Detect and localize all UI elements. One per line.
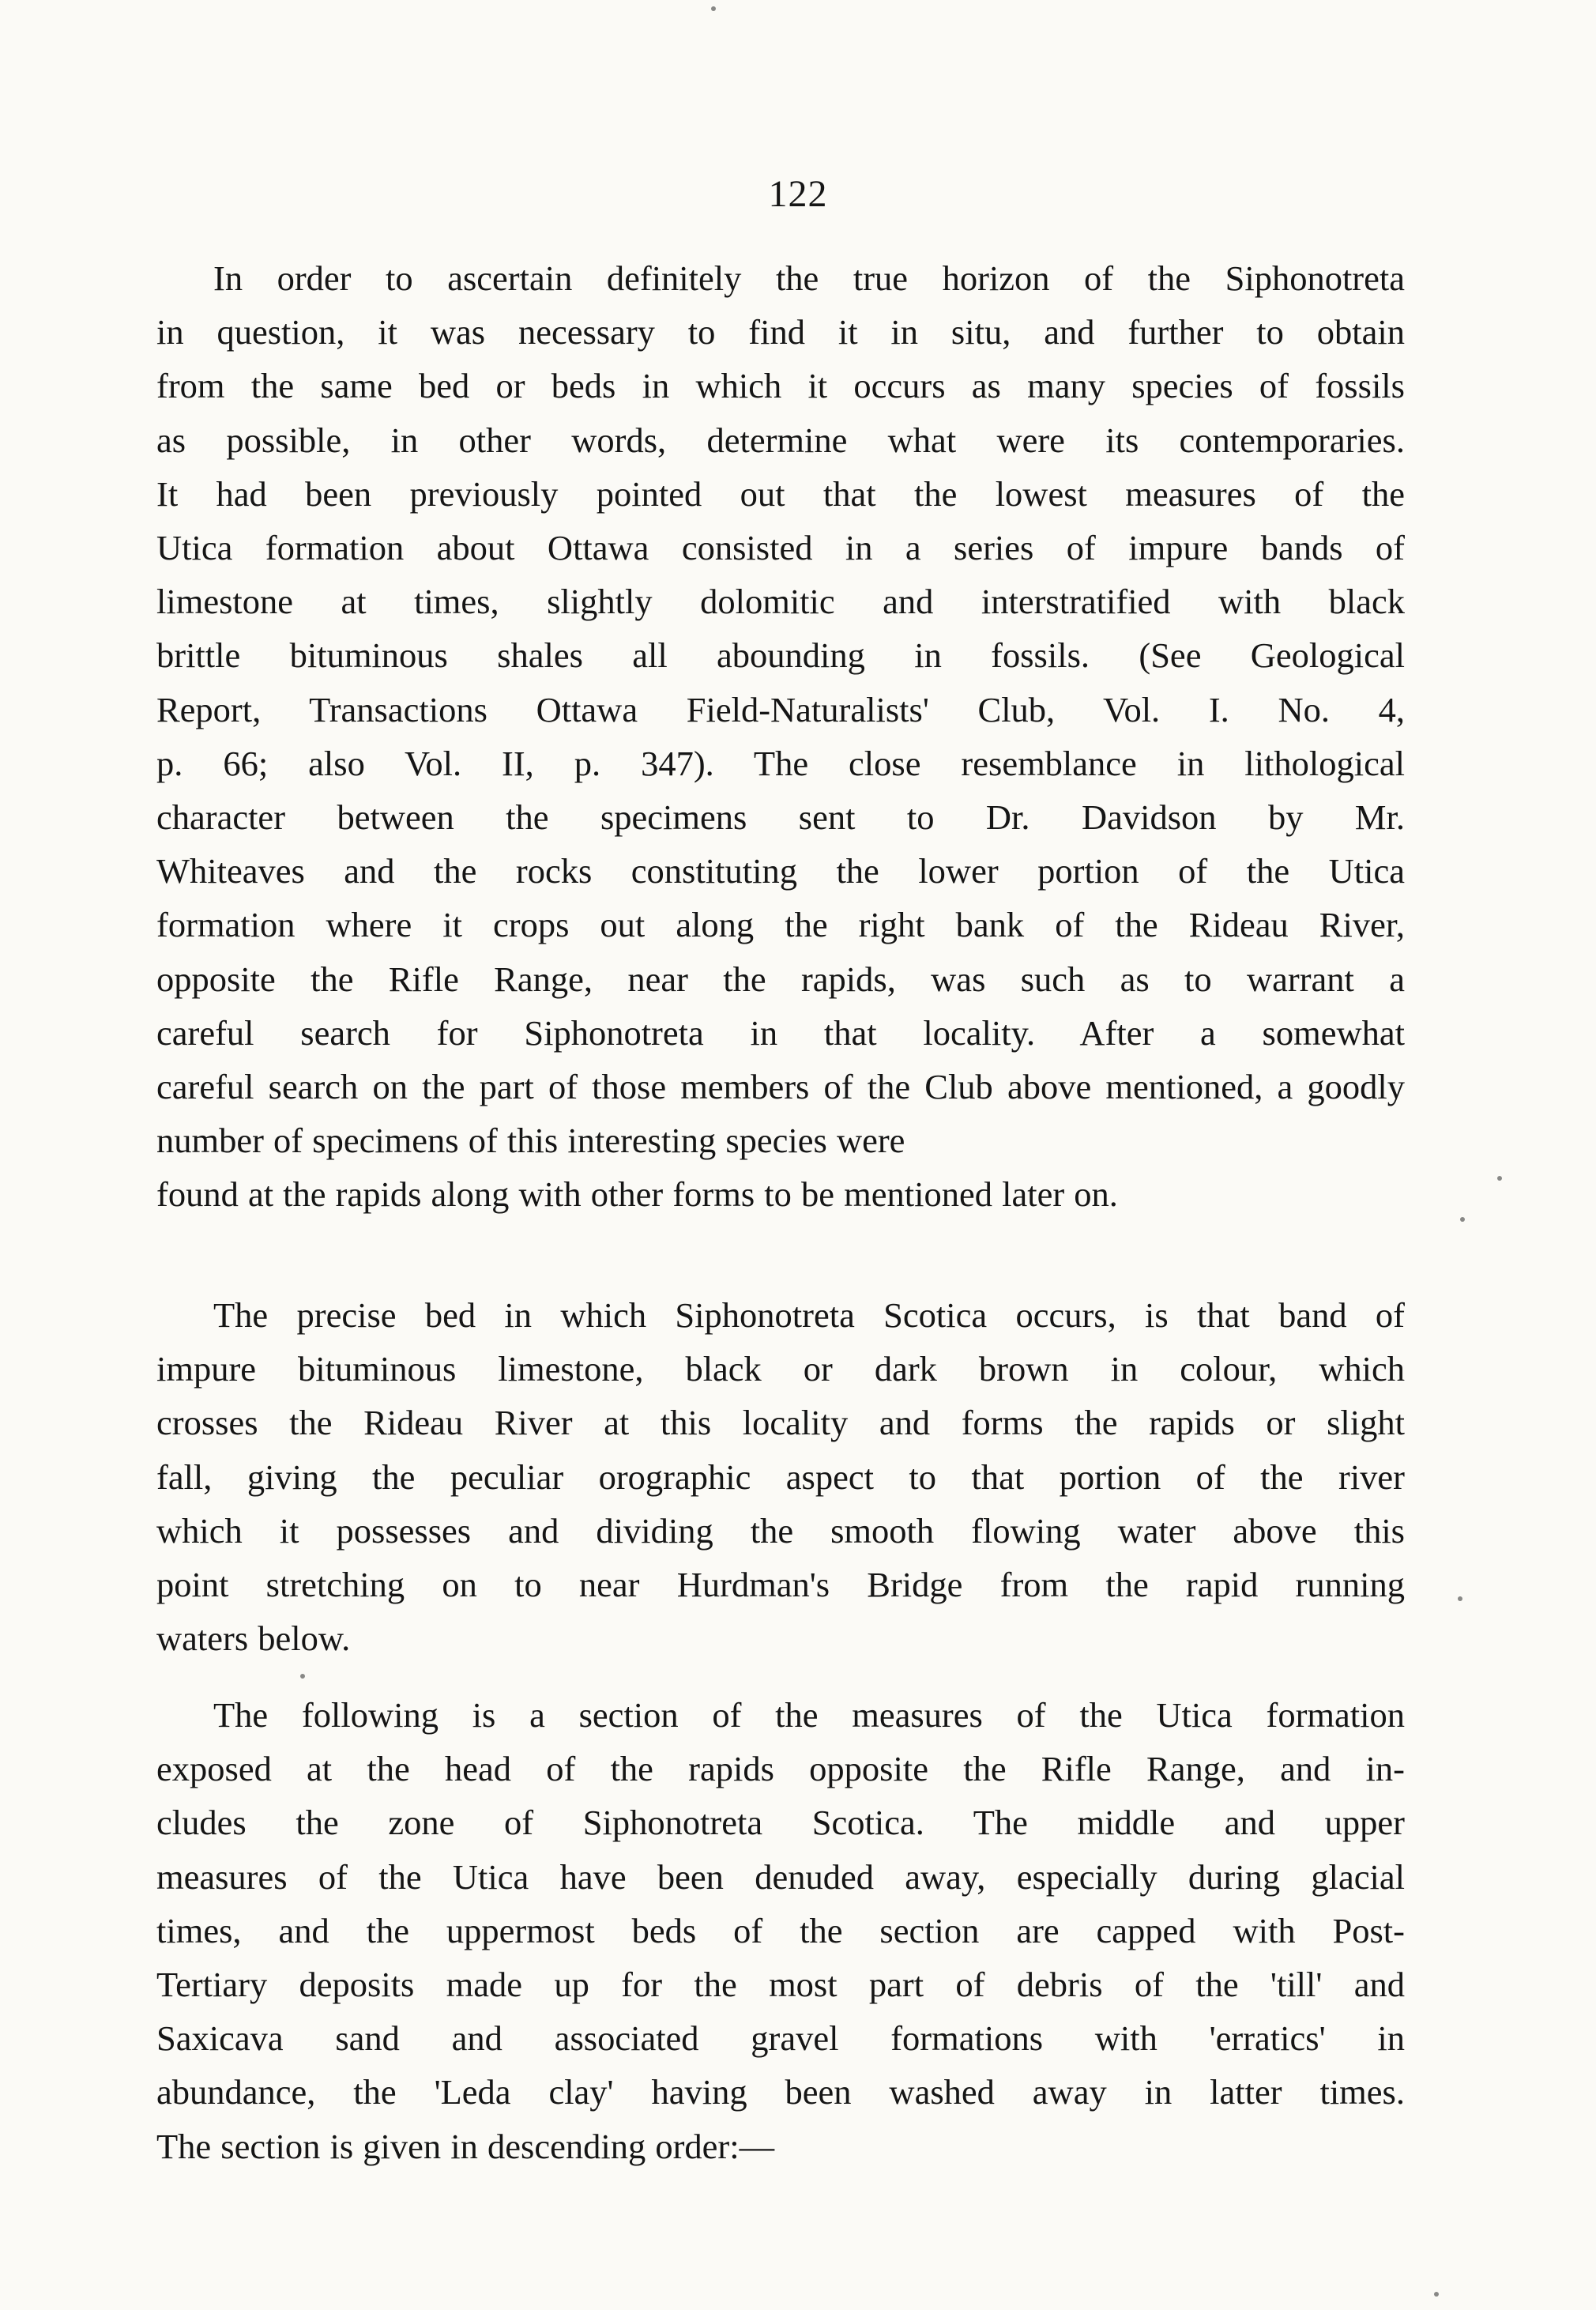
scan-speck <box>1497 1176 1502 1181</box>
paragraph-2 <box>156 1288 1405 1665</box>
text-line: The precise bed in which Siphonotreta Scotica occurs, is that band of <box>213 1295 1405 1335</box>
text-line: as possible, in other words, determine what were its contemporaries. <box>156 420 1405 460</box>
text-line: abundance, the 'Leda clay' having been washed away in latter times. <box>156 2072 1405 2112</box>
text-line: crosses the Rideau River at this locality and forms the rapids or slight <box>156 1403 1405 1443</box>
text-line: Utica formation about Ottawa consisted in a series of impure bands of <box>156 528 1405 568</box>
scan-speck <box>1434 2292 1439 2297</box>
text-line: fall, giving the peculiar orographic aspect to that portion of the river <box>156 1456 1405 1497</box>
scan-speck <box>300 1674 305 1679</box>
text-line: exposed at the head of the rapids opposite the Rifle Range, and in- <box>156 1749 1405 1789</box>
text-line: waters below. <box>156 1619 351 1659</box>
page-number: 122 <box>768 173 828 215</box>
text-line: brittle bituminous shales all abounding in fossils. (See Geological <box>156 635 1405 676</box>
text-line: formation where it crops out along the right bank of the Rideau River, <box>156 905 1405 945</box>
text-line: careful search on the part of those members of the Club above mentioned, a goodly number of specimens of this interesting species were <box>156 1067 1405 1161</box>
text-line: Whiteaves and the rocks constituting the lower portion of the Utica <box>156 851 1405 891</box>
text-line: impure bituminous limestone, black or dark brown in colour, which <box>156 1349 1405 1389</box>
text-line: opposite the Rifle Range, near the rapids, was such as to warrant a <box>156 959 1405 999</box>
text-line: Tertiary deposits made up for the most part of debris of the 'till' and <box>156 1965 1405 2005</box>
text-line: point stretching on to near Hurdman's Bridge from the rapid running <box>156 1565 1405 1605</box>
text-line: times, and the uppermost beds of the section are capped with Post- <box>156 1910 1405 1950</box>
text-line: Report, Transactions Ottawa Field-Naturalists' Club, Vol. I. No. 4, <box>156 689 1405 729</box>
text-line: The section is given in descending order:— <box>156 2126 775 2166</box>
text-line: The following is a section of the measures of the Utica formation <box>213 1695 1405 1735</box>
paragraph-1 <box>156 251 1405 1222</box>
text-line: measures of the Utica have been denuded away, especially during glacial <box>156 1856 1405 1897</box>
text-line: which it possesses and dividing the smooth flowing water above this <box>156 1510 1405 1551</box>
scan-speck <box>711 6 716 11</box>
text-line: from the same bed or beds in which it occurs as many species of fossils <box>156 366 1405 406</box>
scan-speck <box>1458 1596 1462 1601</box>
text-line: character between the specimens sent to Dr. Davidson by Mr. <box>156 797 1405 838</box>
paragraph-3 <box>156 1688 1405 2173</box>
text-line: careful search for Siphonotreta in that locality. After a somewhat <box>156 1012 1405 1053</box>
text-line: in question, it was necessary to find it in situ, and further to obtain <box>156 312 1405 352</box>
scan-speck <box>1460 1217 1465 1222</box>
text-line: found at the rapids along with other forms to be mentioned later on. <box>156 1174 1118 1215</box>
text-line: p. 66; also Vol. II, p. 347). The close resemblance in lithological <box>156 743 1405 783</box>
text-line: It had been previously pointed out that the lowest measures of the <box>156 473 1405 514</box>
text-line: Saxicava sand and associated gravel formations with 'erratics' in <box>156 2018 1405 2059</box>
text-line: limestone at times, slightly dolomitic and interstratified with black <box>156 582 1405 622</box>
text-line: In order to ascertain definitely the true horizon of the Siphonotreta <box>213 258 1405 298</box>
text-line: cludes the zone of Siphonotreta Scotica. The middle and upper <box>156 1803 1405 1843</box>
